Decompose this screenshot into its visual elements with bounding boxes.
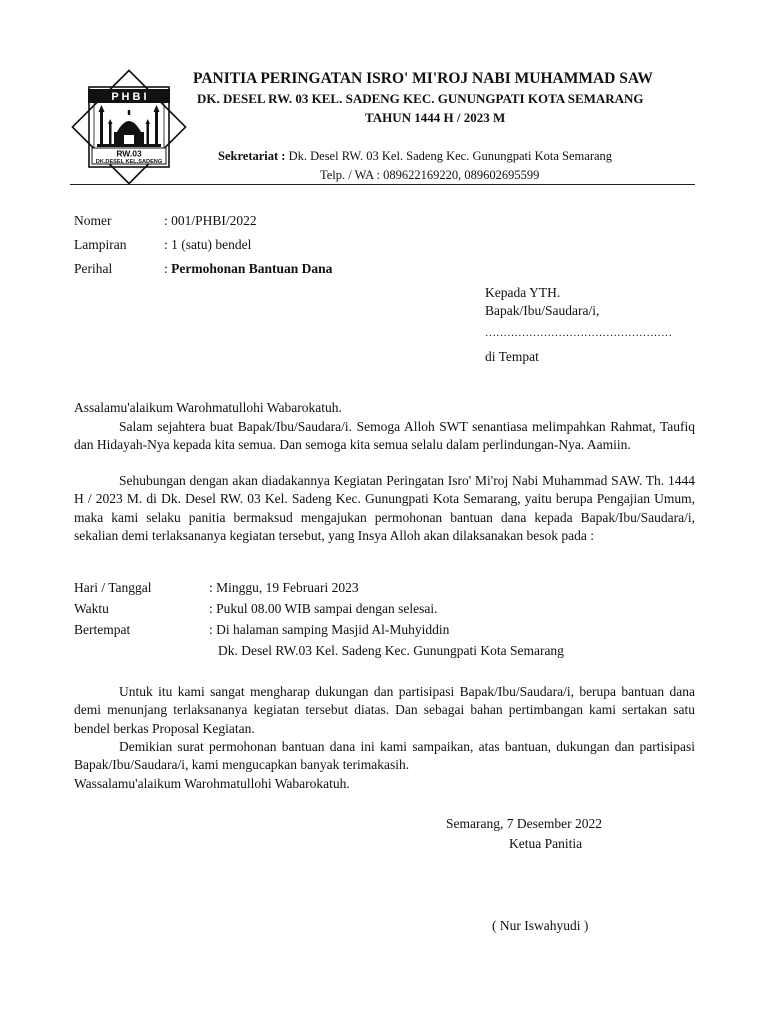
letterhead-title: PANITIA PERINGATAN ISRO' MI'ROJ NABI MUHAMMAD SAW bbox=[193, 70, 653, 87]
hari-value: : Minggu, 19 Februari 2023 bbox=[209, 580, 359, 595]
paragraph-3: Untuk itu kami sangat mengharap dukungan dan partisipasi Bapak/Ibu/Saudara/i, berupa bantuan dana demi menunjang terlaksananya kegiatan tersebut diatas. Dan sebagai bahan pertimbangan kami sertakan satu bendel berkas Proposal Kegiatan. bbox=[74, 684, 695, 736]
recipient-line-3: …………………………………………… bbox=[485, 327, 672, 339]
perihal-line bbox=[164, 261, 332, 277]
nomer-value: : 001/PHBI/2022 bbox=[164, 213, 257, 228]
secretariat-line bbox=[218, 149, 612, 164]
place-date: Semarang, 7 Desember 2022 bbox=[446, 816, 602, 831]
tempat-label: Bertempat bbox=[74, 622, 131, 637]
phbi-logo bbox=[70, 68, 188, 186]
tempat-value: : Di halaman samping Masjid Al-Muhyiddin bbox=[209, 622, 450, 637]
nomer-label: Nomer bbox=[74, 213, 112, 228]
tempat-value-2: Dk. Desel RW.03 Kel. Sadeng Kec. Gunungpati Kota Semarang bbox=[218, 643, 564, 658]
perihal-label: Perihal bbox=[74, 261, 113, 276]
paragraph-4: Demikian surat permohonan bantuan dana ini kami sampaikan, atas bantuan, dukungan dan partisipasi Bapak/Ibu/Saudara/i, kami mengucapkan banyak terimakasih. bbox=[74, 739, 695, 773]
logo-text-location: DK.DESEL KEL.SADENG bbox=[95, 159, 163, 165]
waktu-label: Waktu bbox=[74, 601, 109, 616]
lampiran-label: Lampiran bbox=[74, 237, 127, 252]
recipient-line-2: Bapak/Ibu/Saudara/i, bbox=[485, 303, 600, 318]
greeting: Assalamu'alaikum Warohmatullohi Wabarokatuh. bbox=[74, 400, 342, 415]
paragraph-1: Salam sejahtera buat Bapak/Ibu/Saudara/i. Semoga Alloh SWT senantiasa melimpahkan Rahmat, Taufiq dan Hidayah-Nya kepada kita semua. Dan semoga kita semua selalu dalam perlindungan-Nya. Aamiin. bbox=[74, 419, 695, 453]
secretariat-value: Dk. Desel RW. 03 Kel. Sadeng Kec. Gunungpati Kota Semarang bbox=[288, 149, 613, 163]
perihal-colon: : bbox=[164, 261, 168, 276]
perihal-value: Permohonan Bantuan Dana bbox=[171, 261, 333, 276]
recipient-line-4: di Tempat bbox=[485, 349, 539, 364]
letterhead-year: TAHUN 1444 H / 2023 M bbox=[365, 110, 506, 125]
phone-line: Telp. / WA : 089622169220, 089602695599 bbox=[320, 168, 540, 182]
secretariat-label: Sekretariat : bbox=[218, 149, 286, 163]
waktu-value: : Pukul 08.00 WIB sampai dengan selesai. bbox=[209, 601, 438, 616]
header-divider bbox=[70, 184, 695, 185]
logo-text-phbi: P H B I bbox=[111, 91, 147, 103]
logo-text-rw: RW.03 bbox=[116, 148, 142, 159]
lampiran-value: : 1 (satu) bendel bbox=[164, 237, 252, 252]
closing-greeting: Wassalamu'alaikum Warohmatullohi Wabarokatuh. bbox=[74, 776, 350, 791]
signature-role: Ketua Panitia bbox=[509, 836, 583, 851]
recipient-line-1: Kepada YTH. bbox=[485, 285, 561, 300]
paragraph-2: Sehubungan dengan akan diadakannya Kegiatan Peringatan Isro' Mi'roj Nabi Muhammad SAW. Th. 1444 H / 2023 M. di Dk. Desel RW. 03 Kel. Sadeng Kec. Gunungpati Kota Semarang, yaitu berupa Pengajian Umum, maka kami selaku panitia bermaksud mengajukan permohonan bantuan dana kepada Bapak/Ibu/Saudara/i, sekalian demi terlaksananya kegiatan tersebut, yang Insya Alloh akan dilaksanakan besok pada : bbox=[74, 473, 695, 543]
hari-label: Hari / Tanggal bbox=[74, 580, 152, 595]
signature-name: ( Nur Iswahyudi ) bbox=[492, 918, 589, 933]
letterhead-address: DK. DESEL RW. 03 KEL. SADENG KEC. GUNUNGPATI KOTA SEMARANG bbox=[197, 91, 644, 106]
